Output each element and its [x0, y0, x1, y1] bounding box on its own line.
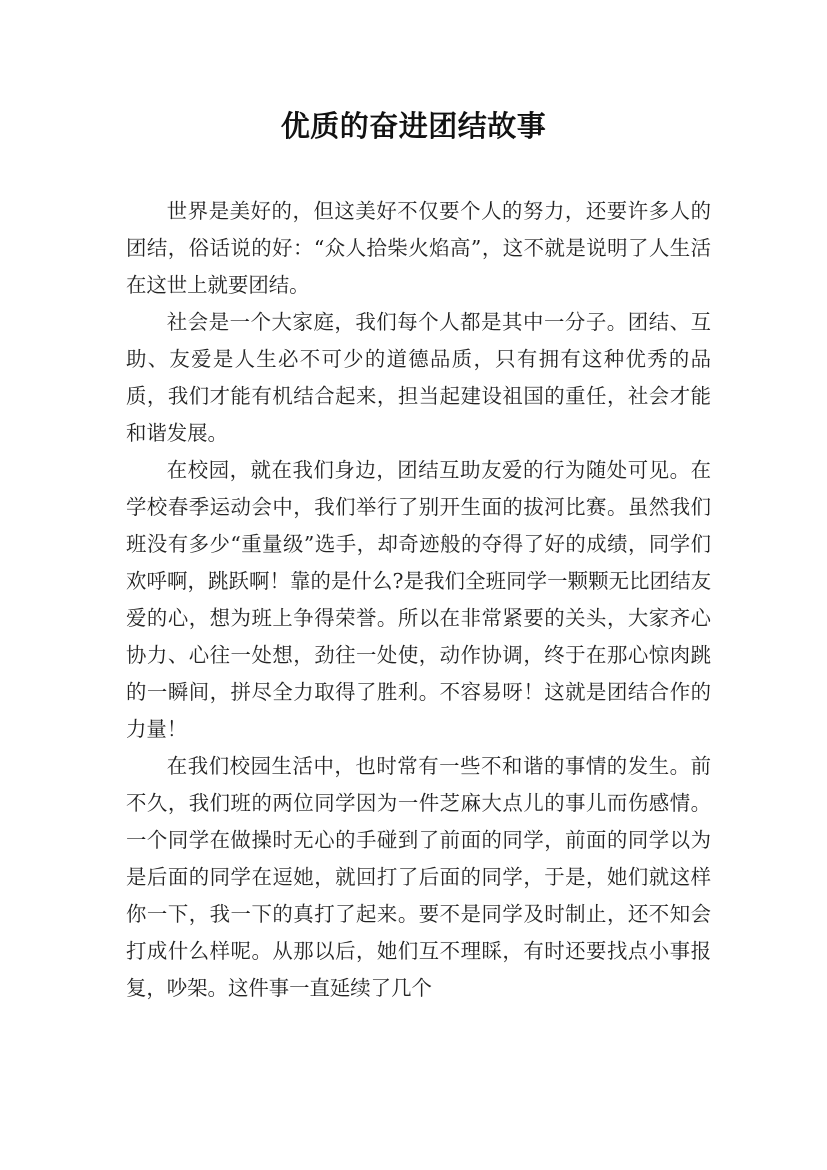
document-title: 优质的奋进团结故事	[280, 109, 547, 143]
paragraph: 世界是美好的，但这美好不仅要个人的努力，还要许多人的团结，俗话说的好：“众人拾柴火焰高”，这不就是说明了人生活在这世上就要团结。	[126, 199, 711, 297]
document-body	[126, 193, 711, 1007]
paragraph: 在校园，就在我们身边，团结互助友爱的行为随处可见。在学校春季运动会中，我们举行了别开生面的拔河比赛。虽然我们班没有多少“重量级”选手，却奇迹般的夺得了好的成绩，同学们欢呼啊，跳跃啊！靠的是什么?是我们全班同学一颗颗无比团结友爱的心，想为班上争得荣誉。所以在非常紧要的关头，大家齐心协力、心往一处想，劲往一处使，动作协调，终于在那心惊肉跳的一瞬间，拼尽全力取得了胜利。不容易呀！这就是团结合作的力量！	[126, 458, 711, 741]
paragraph: 在我们校园生活中，也时常有一些不和谐的事情的发生。前不久，我们班的两位同学因为一件芝麻大点儿的事儿而伤感情。一个同学在做操时无心的手碰到了前面的同学，前面的同学以为是后面的同学在逗她，就回打了后面的同学，于是，她们就这样你一下，我一下的真打了起来。要不是同学及时制止，还不知会打成什么样呢。从那以后，她们互不理睬，有时还要找点小事报复，吵架。这件事一直延续了几个	[126, 754, 711, 1000]
paragraph: 社会是一个大家庭，我们每个人都是其中一分子。团结、互助、友爱是人生必不可少的道德品质，只有拥有这种优秀的品质，我们才能有机结合起来，担当起建设祖国的重任，社会才能和谐发展。	[126, 310, 711, 445]
